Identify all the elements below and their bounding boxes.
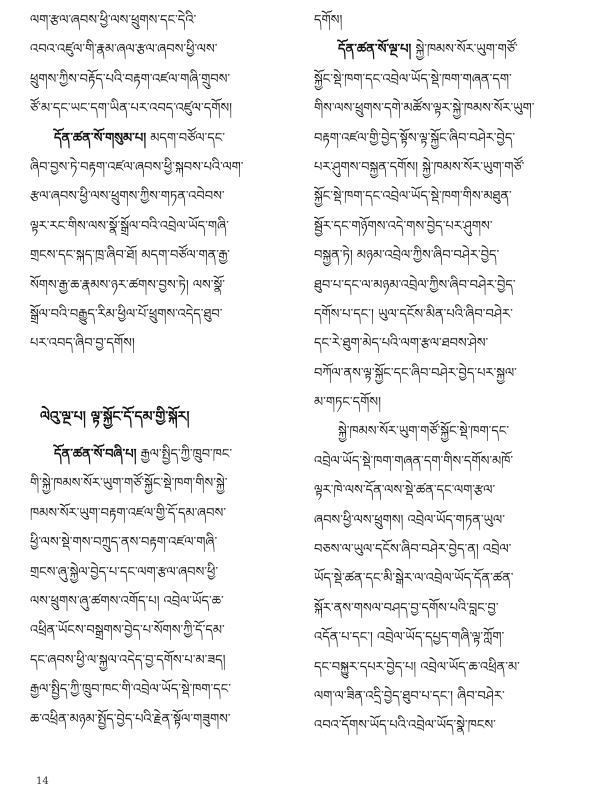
- text-line: འཕྲིན་ཡོངས་བསྒྲགས་བྱེད་པ་སོགས་ཀྱི་དོ་དམ་: [30, 623, 225, 639]
- text-line: སྒྲོལ་བའི་བརྒྱུད་རིམ་ཕྱིལ་པོ་ཕྲུགས་འདེད་ཐུབ་: [30, 306, 223, 322]
- text-line: ཆ་འཕྲིན་མཉམ་སྤྱོད་བྱེད་པའི་རྗེན་སྟོལ་གཟུགས་: [30, 711, 231, 727]
- article-line: [30, 124, 296, 153]
- text-line: ཞབས་ཕྱི་ལས་ཕྲུགས། འབྲེལ་ཡོད་གཏན་ཡུལ་: [314, 512, 505, 528]
- text-line: ལས་ཕྲུགས་ཞུ་ཚགས་འགོད་པ། འབྲེལ་ཡོད་ཆ་: [30, 594, 224, 610]
- article-heading-35: དོན་ཚན་སོ་ལྔ་པ།: [338, 42, 412, 58]
- text-line: ཕྱི་ལས་སྡེ་གས་བཀྲུད་ནས་བརྟག་འཛལ་གཞི་: [30, 535, 218, 551]
- text-line: དང་ཞབས་ཕྱི་ལ་སྐྱལ་འདེད་བྱ་དགོས་པ་མ་ཟད།: [30, 652, 226, 668]
- text-line: རྩལ་ཞབས་ཕྱི་ལས་ཕྲུགས་ཀྱིས་གཏན་འབེབས་: [30, 189, 225, 205]
- text-line: འདོན་པ་དང་། འབྲེལ་ཡོད་དཔྱད་གཞི་ལྟ་ཀློག་: [314, 630, 505, 646]
- text-line: ལག་རྩལ་ཞབས་ཕྱི་ལས་ཕྲུགས་དང་དེའི་: [30, 13, 197, 28]
- right-column: [314, 6, 580, 741]
- text-line: ཐུབ་པ་དང་ལ་མཉམ་འབྲེལ་ཀྱིས་ཞིབ་བཤེར་བྱེད་: [314, 277, 516, 293]
- text-line: པར་ཤུགས་བསྐྱན་དགོས། སྐྱེ་ཁམས་སོར་ཡུག་གཙོ་: [314, 159, 525, 175]
- text-line: ཕྲུགས་ཀྱིས་བརྟོད་པའི་བརྟག་འཛལ་གཞི་གྲུབས་: [30, 71, 231, 87]
- text-line: གིས་ལས་ཕྲུགས་དགེ་མཚོས་ལྟར་སྐྱེ་ཁམས་སོར་ཡུག་: [314, 101, 535, 117]
- text-line: འབའ་དོགས་ཡོད་པའི་འབྲེལ་ཡོད་སྣེ་ཁངས་: [314, 718, 496, 734]
- spacer: [30, 359, 296, 403]
- text-line: དང་རེ་ཐུག་མེད་པའི་ལག་རྩལ་ཐབས་ཤེས་: [314, 336, 489, 352]
- text-span: སྐྱེ་ཁམས་སོར་ཡུག་གཙོ་: [415, 42, 518, 58]
- text-line: གི་སྐྱེ་ཁམས་སོར་ཡུག་གཙོ་སྐྱོང་སྡེ་ཁག་གིས་སྐྱེ་: [30, 476, 228, 492]
- text-line: ལྟར་རང་གིས་ལས་སྣོ་སྒྲོལ་བའི་འབྲེལ་ཡོད་གཞི་: [30, 218, 229, 234]
- text-span: མདག་བཙོལ་དང་: [150, 130, 226, 146]
- text-line: པར་འབད་ཞིབ་བྱ་དགོས།: [30, 336, 135, 352]
- text-line: ལྟར་ཁེ་ལས་དོན་ལས་སྡེ་ཚན་དང་ལག་རྩལ་: [314, 483, 496, 499]
- article-line: [30, 440, 296, 469]
- text-line: དང་བསྐྱུར་དཔར་བྱེད་པ། འབྲེལ་ཡོད་ཆ་འཕྲིན་མ་: [314, 659, 520, 675]
- text-line: ཙོ་མ་དང་ཡང་དག་ཡིན་པར་འབད་འཛུལ་དགོས།: [30, 101, 233, 117]
- text-line: ཁམས་སོར་ཡུག་བརྟག་འཛལ་གྱི་དོ་དམ་ཞབས་: [30, 505, 226, 521]
- left-column: [30, 6, 296, 734]
- chapter-heading: ལེའུ་ལྔ་པ། ལྟ་སྐྱོང་དོ་དམ་གྱི་སྐོར།: [40, 408, 190, 425]
- text-line: སྐྱོང་སྡེ་ཁག་དང་འབྲེལ་ཡོད་སྡེ་ཁག་གཞན་དག་: [314, 71, 512, 87]
- article-heading-34: དོན་ཚན་སོ་བཞི་པ།: [54, 447, 137, 463]
- text-line: དགོས་པ་དང་། ཡུལ་དངོས་མིན་པའི་ཞིབ་བཤེར་: [314, 306, 513, 322]
- text-line: དགོས།: [314, 13, 343, 28]
- article-line: [314, 35, 580, 64]
- text-line: ཞིབ་བྱས་ཏེ་བརྟག་འཛལ་ཞབས་ཕྱི་སྐབས་པའི་ལག་: [30, 159, 244, 175]
- text-line: ལག་ལ་ཟིན་འདྲི་བྱེད་ཐུབ་པ་དང་། ཞིབ་བཤེར་: [314, 688, 505, 704]
- page-number: 14: [36, 776, 49, 787]
- text-line: སྐྱེ་ཁམས་སོར་ཡུག་གཙོ་སྐྱོང་སྡེ་ཁག་དང་: [338, 424, 510, 440]
- text-line: སྐོར་ནས་གསལ་བཤད་བྱ་དགོས་པའི་བླང་བྱ་: [314, 600, 499, 616]
- text-line: བརྟག་འཛལ་གྱི་བྱེད་སྟོས་ལྟ་སྐྱོང་ཞིབ་བཤེར་བྱེད་: [314, 130, 516, 146]
- text-line: སོགས་རྒྱ་ཆ་རྣམས་ཉར་ཚགས་བྱས་ཏེ། ལས་སྣོ་: [30, 277, 226, 293]
- text-line: འབྲེལ་ཡོད་སྡེ་ཁག་གཞན་དག་གིས་དགོས་མཁོ་: [314, 453, 514, 469]
- text-line: གྲངས་དང་སྐད་ཁྲ་ཞིབ་ཐོ། མདག་བཙོལ་གན་རྒྱ་: [30, 248, 230, 264]
- text-line: སྦྱོར་དང་གཉོགས་འདེ་གས་བྱེད་པར་ཤུགས་: [314, 218, 493, 234]
- text-line: ཡོད་སྡེ་ཚན་དང་མི་སྒེར་ལ་འབྲེལ་ཡོད་དོན་ཚན་: [314, 571, 514, 587]
- text-line: གྲངས་ཞུ་སྐྱེལ་བྱེད་པ་དང་ལག་རྩལ་ཞབས་ཕྱི་: [30, 564, 219, 580]
- text-line: རྒྱལ་སྤྱིད་ཀྱི་ཁྲུབ་ཁང་གི་འབྲེལ་ཡོད་སྡེ་ཁག་དང་: [30, 682, 231, 698]
- text-line: མ་གཏང་དགོས།: [314, 395, 381, 411]
- text-line: འབའ་འཛུལ་གི་རྣམ་ཞལ་རྩལ་ཞབས་ཕྱི་ལས་: [30, 42, 218, 58]
- text-line: བཀོལ་ནས་ལྟ་སྐྱོང་དང་ཞིབ་བཤེར་བྱེད་པར་སྐྱལ་: [314, 365, 517, 381]
- spacer: [30, 432, 296, 440]
- text-line: སྐྱོང་སྡེ་ཁག་དང་འབྲེལ་ཡོད་སྡེ་ཁག་གིས་མཐུན་: [314, 189, 512, 205]
- text-line: བཅས་ལ་ཡུལ་དངོས་ཞིབ་བཤེར་བྱེད་ན། འབྲེལ་: [314, 542, 512, 558]
- text-span: རྒྱལ་སྤྱིད་ཀྱི་ཁྲུབ་ཁང་: [140, 447, 233, 463]
- article-heading-33: དོན་ཚན་སོ་གསུམ་པ།: [54, 130, 147, 146]
- text-line: བསྐྱན་ཏེ། མཉམ་འབྲེལ་ཀྱིས་ཞིབ་བཤེར་བྱེད་: [314, 248, 500, 264]
